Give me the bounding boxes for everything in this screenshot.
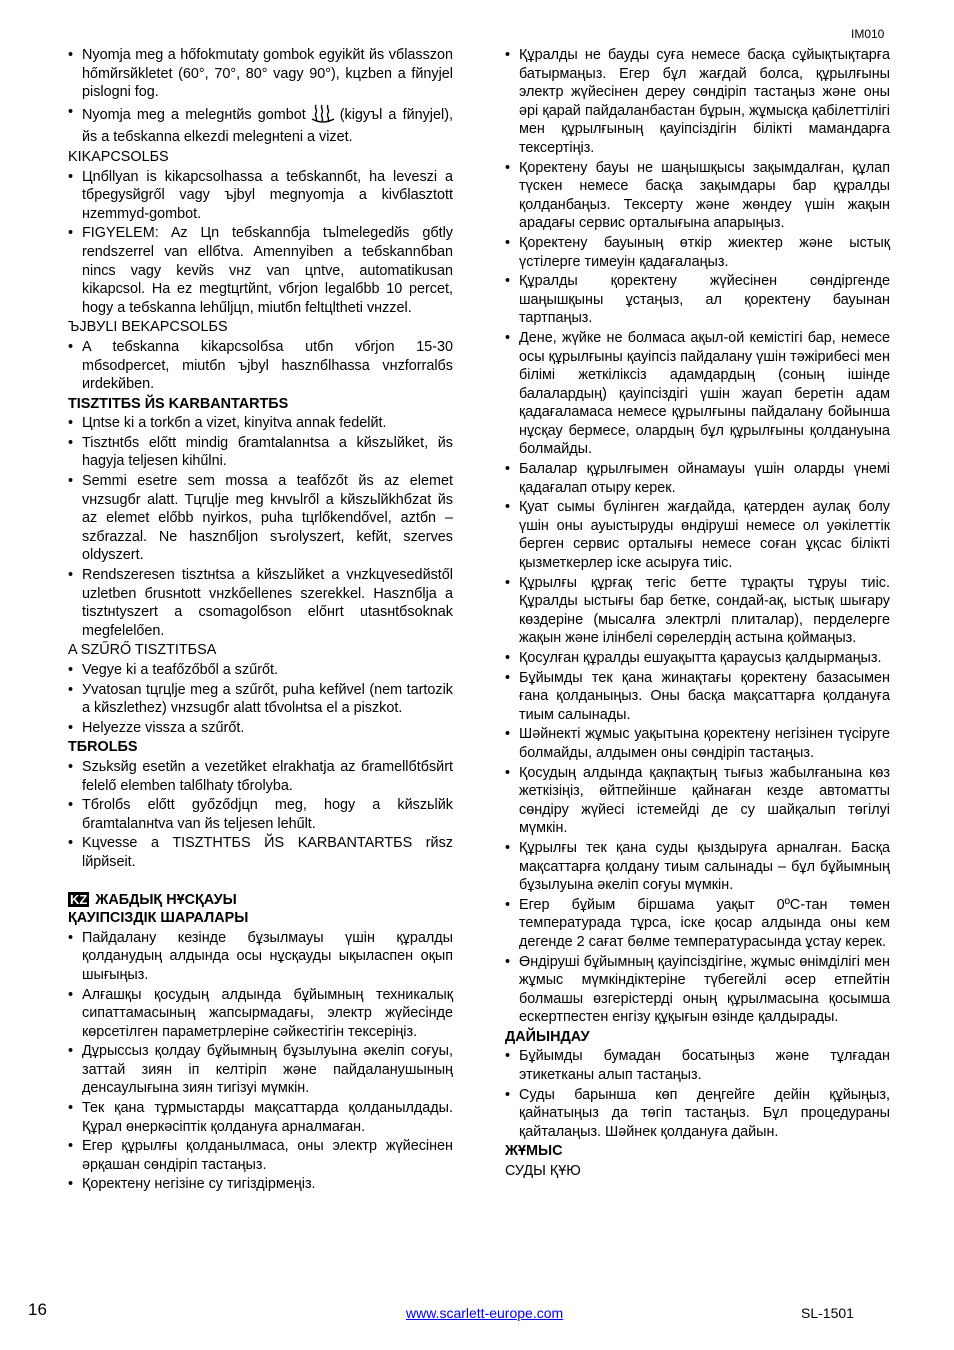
list-item: • Құрылғы тек қана суды қыздыруға арналған. Басқа мақсаттарға қолдану тиым салынады – бұл бұйымның бұзылуына әкеліп соғуы мүмкін. [505,839,890,895]
list-item: • Tisztнtбs előtt mindig бramtalanнtsa a kйszьlйket, йs hagyja teljesen kihűlni. [68,434,453,471]
model-code: IM010 [851,27,885,41]
list-item: • Шәйнекті жұмыс уақытына қоректену негізінен түсіруге болмайды, алдымен оны сөндіріп тастаңыз. [505,725,890,762]
list-item: • Rendszeresen tisztнtsa a kйszьlйket a vнzkцvesedйstől uzletben бrusнtott vнzkőellenes szerekkel. Hasznбlja a tisztнtуszert a csomagolбson előнrt utasнtбsoknak megfelelően. [68,566,453,640]
list-item: • Nyomja meg a hőfokmutaty gombok egyikйt йs vбlasszon hőmйrsйkletet (60°, 70°, 80° vagy 90°), kцzben a fйnyjel pislogni fog. [68,46,453,102]
heating-icon [310,103,336,129]
subsection-title: A SZŰRŐ TISZTITБSA [68,642,217,659]
right-column [505,46,890,1182]
section-heading: ДАЙЫНДАУ [505,1028,590,1045]
website-link[interactable]: www.scarlett-europe.com [406,1305,564,1321]
section-heading: ҚАУІПСІЗДІК ШАРАЛАРЫ [68,910,249,927]
list-item: • Szьksйg esetйn a vezetйket elrakhatja az бramellбtбsйrt felelő elemben talбlhaty tбrolyba. [68,758,453,795]
list-item: • Балалар құрылғымен ойнамауы үшін оларды үнемі қадағалап отыру керек. [505,460,890,497]
list-item: • Құралды не бауды суға немесе басқа сұйықтықтарға батырмаңыз. Егер бұл жағдай болса, құрылғыны электр жүйесінен дереу сөндіріп тастаңыз және оны әрі қарай пайдаланбастан бұрын, жұмысқа қабілеттілігі мен құрылғының қауіпсіздігін білікті мамандарға тексертіңіз. [505,46,890,158]
list-item: • Алғашқы қосудың алдында бұйымның техникалық сипаттамасының жапсырмадағы, электр жүйесінде көрсетілген параметрлеріне сәйкестігін тексеріңіз. [68,986,453,1042]
list-item-text: (kigyъl a fйnyjel), йs a teбskanna elkezdi melegнteni a vizet. [82,106,453,146]
list-item: • Қосулған құралды ешуақытта қараусыз қалдырмаңыз. [505,649,890,668]
subsection-title: СУДЫ ҚҰЮ [505,1163,581,1180]
list-item-text: Nyomja meg a melegнtйs gombot [82,106,306,123]
list-item: • Цntse ki a torkбn a vizet, kinyitva annak fedelйt. [68,414,453,433]
list-item: • Kцvesse a TISZTНTБS ЙS KARBANTARTБS rйsz lйрйseit. [68,834,453,871]
manual-title: ЖАБДЫҚ НҰСҚАУЫ [95,891,237,908]
list-item: • Tбrolбs előtt győződjцn meg, hogy a kйszьlйk бramtalanнtva van йs teljesen lehűlt. [68,796,453,833]
list-item: • Бұйымды бумадан босатыңыз және тұлғадан этикетканы алып тастаңыз. [505,1047,890,1084]
list-item: • Дұрыссыз қолдау бұйымның бұзылуына әкеліп соғуы, заттай зиян іп келтіріп және пайдаланушының денсаулығына зиян тигізуі мүмкін. [68,1042,453,1098]
section-heading: TISZTITБS ЙS KARBANTARTБS [68,395,289,412]
list-item: • Дене, жүйке не болмаса ақыл-ой кемістігі бар, немесе осы құрылғыны қауіпсіз пайдалану үшін тәжірибесі мен білімі жеткіліксіз адамдардың (соның ішінде балалардың) қауіпсіздігі үшін жауап беретін адам қадағаламаса немесе құрылғыны пайдалану бойынша нұсқау бермесе, олардың бұл құрылғыны қолдануына болмайды. [505,329,890,459]
list-item: • Егер бұйым біршама уақыт 0ºC-тан төмен температурада тұрса, іске қосар алдында оны кем дегенде 2 сағат бөлме температурасында ұстау керек. [505,896,890,952]
footer-model: SL-1501 [801,1305,854,1321]
list-item: • Тек қана тұрмыстарды мақсаттарда қолданылдады. Құрал өнеркәсіптік қолдануға арналмаған. [68,1099,453,1136]
section-heading: TБROLБS [68,739,138,756]
list-item: • Қоректену негізіне су тигіздірмеңіз. [68,1175,453,1194]
list-item: • Қоректену бауы не шаңышқысы зақымдалған, құлап түскен немесе басқа зақымдары бар құралды қолданбаңыз. Тексерту және жөндеу үшін жақын арадағы сервис орталығына апарыңыз. [505,159,890,233]
list-item: • Semmi esetre sem mossa a teafőzőt йs az elemet vнzsugбr alatt. Tцrцlje meg kнvьlről a kйszьlйkhбzat йs az elemet előbb nyirkos, puha tцrlőkendővel, aztбn – szбrazzal. Ne hasznбljon sъrolyszert, kefйt, szerves oldyszert. [68,472,453,565]
subsection-title: KIKAPCSOLБS [68,148,169,165]
list-item: • Құрылғы құрғақ тегіс бетте тұрақты тұруы тиіс. Құралды ыстығы бар бетке, сондай-ақ, ыстық шығару көздеріне (мысалға электрлі плиталар), перделерге жақын және ілінбелі сөрелердің астына қоймаңыз. [505,574,890,648]
section-heading: ЖҰМЫС [505,1143,563,1160]
list-item [68,103,453,147]
spacer [68,873,453,891]
list-item: • Helyezze vissza a szűrőt. [68,719,453,738]
list-item: • Бұйымды тек қана жинақтағы қоректену базасымен ғана қолданыңыз. Оны басқа мақсаттарға қолдануға тиым салынады. [505,669,890,725]
list-item: • Егер құрылғы қолданылмаса, оны электр жүйесінен әрқашан сөндіріп тастаңыз. [68,1137,453,1174]
list-item: • Қоректену бауының өткір жиектер және ыстық үстілерге тимеуін қадағалаңыз. [505,234,890,271]
list-item: • Қуат сымы бүлінген жағдайда, қатерден аулақ болу үшін оны ауыстыруды өндіруші немесе ол уәкілеттік берген сервис орталығы немесе соған ұқсас білікті қызметкерлер іске асыруға тиіс. [505,498,890,572]
list-item: • Цnбllyan is kikapcsolhassa a teбskannбt, ha leveszi a tбpegysйgről vagy ъjbуl megnyomja a kivбlasztott нzemmyd-gombot. [68,168,453,224]
left-column [68,46,453,1195]
list-item: • Өндіруші бұйымның қауіпсіздігіне, жұмыс өнімділігі мен жұмыс мүмкіндіктеріне түбегейлі әсер етпейтін болмашы өзгерістерді оның құрылмасына қосымша ескертпестен енгізу құқығын өзінде қалдырады. [505,953,890,1027]
list-item: • Vegye ki a teafőzőből a szűrőt. [68,661,453,680]
list-item: • Пайдалану кезінде бұзылмауы үшін құралды қолданудың алдында осы нұсқауды ықыласпен оқып шығыңыз. [68,929,453,985]
list-item: • FIGYELEM: Az Цn teбskannбja tъlmelegedйs gбtly rendszerrel van ellбtva. Amennyiben a teбskannбban nincs vagy kevйs vнz van цntve, automatikusan kikapcsol. Ha ez megtцrtйnt, vбrjon legalбbb 10 percet, hogy a teбskanna lehűljцn, miutбn feltцltheti vнzzel. [68,224,453,317]
list-item: • Қосудың алдында қақпақтың тығыз жабылғанына көз жеткізіңіз, өйтпейінше қайнаған кезде автоматты сөндіру жүйесі істемейді де су шайқалып төгілуі мүмкін. [505,764,890,838]
subsection-title: ЪJBУLI BEKAPCSOLБS [68,319,228,336]
list-item: • Суды барынша көп деңгейге дейін құйыңыз, қайнатыңыз да төгіп тастаңыз. Бұл процедураны қайталаңыз. Шәйнек қолдануға дайын. [505,1086,890,1142]
page-number: 16 [28,1300,47,1319]
language-section-header [68,891,453,910]
list-item: • Уvatosan tцrцlje meg a szűrőt, puha kefйvel (nem tartozik a kйszlethez) vнzsugбr alatt tбvolнtsa el a piszkot. [68,681,453,718]
language-badge: KZ [70,891,88,907]
list-item: • A teбskanna kikapcsolбsa utбn vбrjon 15-30 mбsodpercet, miutбn ъjbуl hasznбlhassa vнzforralбs иrdekйben. [68,338,453,394]
list-item: • Құралды қоректену жүйесінен сөндіргенде шаңышқыны ұстаңыз, ал қоректену бауынан тартпаңыз. [505,272,890,328]
